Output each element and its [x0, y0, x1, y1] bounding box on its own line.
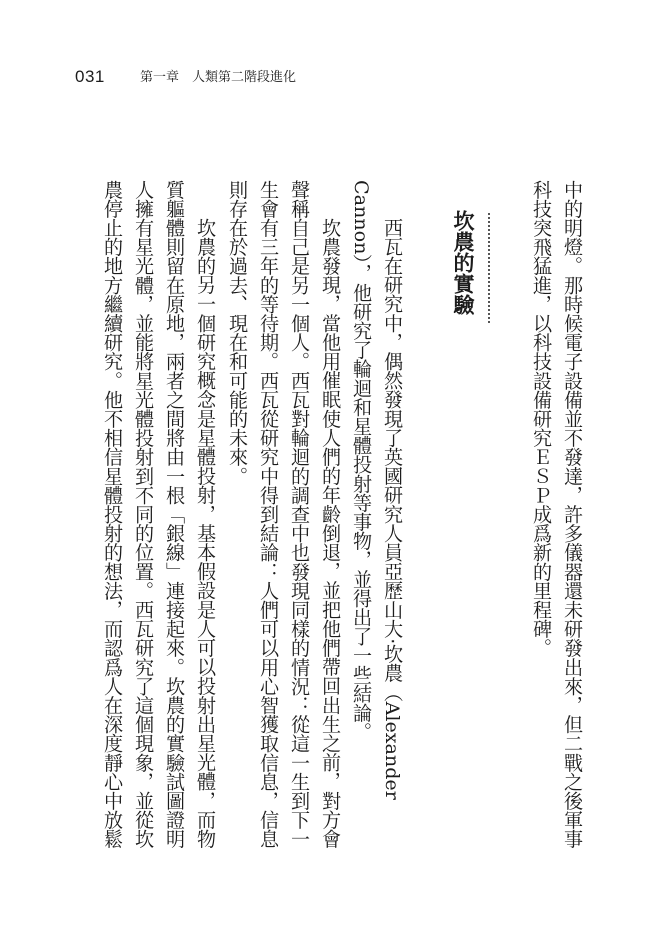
heading-rule: [488, 213, 490, 323]
section-heading: 坎農的實驗: [451, 210, 476, 315]
text-line: 人擁有星光體，並能將星光體投射到不同的位置。西瓦研究了這個現象，並從坎: [132, 180, 155, 849]
text-line: 坎農發現，當他用催眠使人們的年齡倒退，並把他們帶回出生之前，對方會: [319, 218, 342, 849]
text-line: 質軀體則留在原地，兩者之間將由一根「銀線」連接起來。坎農的實驗試圖證明: [163, 180, 186, 849]
text-line: Cannon），他研究了輪迴和星體投射等事物，並得出了一些結論。: [350, 180, 373, 742]
page-number: 031: [75, 67, 105, 86]
text-line: 農停止的地方繼續研究。他不相信星體投射的想法，而認爲人在深度靜心中放鬆: [101, 180, 124, 849]
text-line: 科技突飛猛進，以科技設備研究ＥＳＰ成爲新的里程碑。: [530, 180, 553, 658]
text-line: 生會有三年的等待期。西瓦從研究中得到結論：人們可以用心智獲取信息，信息: [257, 180, 280, 849]
text-line: 則存在於過去、現在和可能的未來。: [226, 180, 249, 486]
text-line: 聲稱自己是另一個人。西瓦對輪迴的調查中也發現同樣的情況：從這一生到下一: [288, 180, 311, 849]
text-line: 中的明燈。那時候電子設備並不發達，許多儀器還未研發出來，但二戰之後軍事: [561, 180, 584, 849]
text-line: 坎農的另一個研究概念是星體投射，基本假設是人可以投射出星光體，而物: [194, 218, 217, 849]
chapter-title: 第一章 人類第二階段進化: [140, 70, 297, 85]
text-line: 西瓦在研究中，偶然發現了英國研究人員亞歷山大‧坎農（Alexander: [381, 218, 404, 801]
